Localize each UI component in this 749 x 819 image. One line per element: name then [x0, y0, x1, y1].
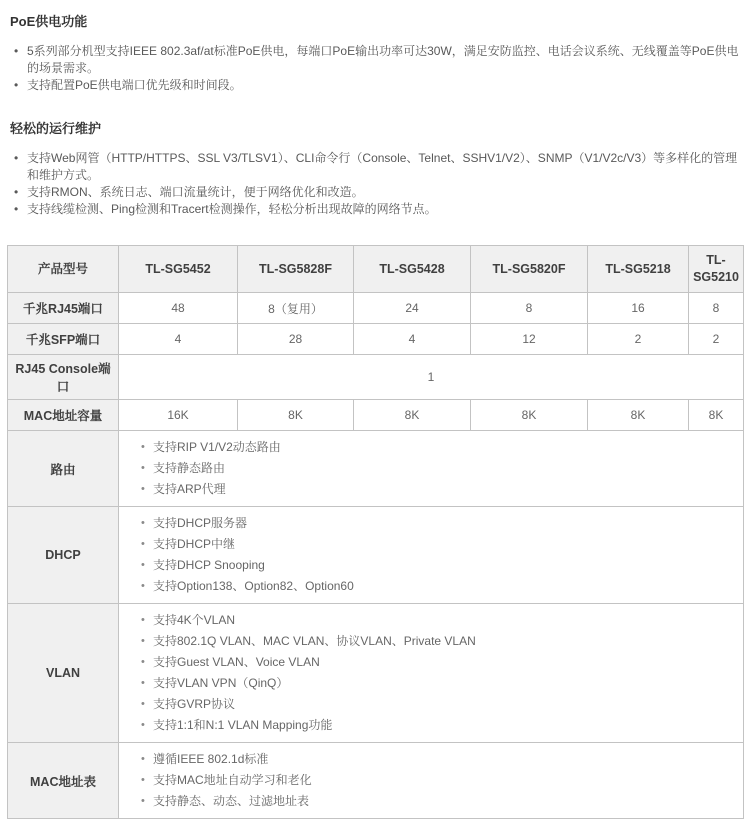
model-header: TL-SG5820F	[471, 246, 588, 293]
model-header: TL-SG5218	[588, 246, 689, 293]
model-header: TL-SG5428	[354, 246, 471, 293]
vlan-feature-list	[119, 610, 737, 736]
feature-bullet: • 5系列部分机型支持IEEE 802.3af/at标准PoE供电，每端口PoE输出功率可达30W，满足安防监控、电话会议系统、无线覆盖等PoE供电的场景需求。	[14, 43, 741, 77]
feature-bullet: • 支持4K个VLAN	[141, 610, 737, 631]
feature-bullet: • 支持DHCP Snooping	[141, 555, 737, 576]
feature-bullet: • 支持MAC地址自动学习和老化	[141, 770, 737, 791]
dhcp-feature-list	[119, 513, 737, 597]
table-row-mac-table	[8, 743, 744, 819]
spec-value: 8K	[588, 400, 689, 431]
table-header-row	[8, 246, 744, 293]
spec-value: 2	[588, 324, 689, 355]
row-label: 路由	[8, 431, 119, 507]
spec-value: 4	[119, 324, 238, 355]
feature-bullet: • 支持DHCP服务器	[141, 513, 737, 534]
feature-cell	[119, 604, 744, 743]
feature-bullet: • 支持GVRP协议	[141, 694, 737, 715]
spec-value: 24	[354, 293, 471, 324]
spec-value: 8K	[354, 400, 471, 431]
row-label: VLAN	[8, 604, 119, 743]
table-row-console-port	[8, 355, 744, 400]
spec-value: 8K	[238, 400, 354, 431]
spec-value: 8K	[471, 400, 588, 431]
row-label: 千兆RJ45端口	[8, 293, 119, 324]
maintenance-feature-list	[14, 150, 741, 218]
feature-bullet: • 支持Guest VLAN、Voice VLAN	[141, 652, 737, 673]
spec-value: 12	[471, 324, 588, 355]
spec-value: 16	[588, 293, 689, 324]
spec-value: 8	[689, 293, 744, 324]
feature-cell	[119, 507, 744, 604]
spec-value: 8（复用）	[238, 293, 354, 324]
feature-bullet: • 支持Option138、Option82、Option60	[141, 576, 737, 597]
section-heading-maintenance: 轻松的运行维护	[10, 121, 102, 136]
spec-value: 4	[354, 324, 471, 355]
spec-value: 8	[471, 293, 588, 324]
row-label: RJ45 Console端口	[8, 355, 119, 400]
mac-table-feature-list	[119, 749, 737, 812]
poe-feature-list	[14, 43, 741, 94]
page-content	[0, 0, 749, 218]
row-label: MAC地址表	[8, 743, 119, 819]
table-row-dhcp	[8, 507, 744, 604]
model-header: TL-SG5210	[689, 246, 744, 293]
table-row-mac-capacity	[8, 400, 744, 431]
product-model-label: 产品型号	[8, 246, 119, 293]
spec-value: 8K	[689, 400, 744, 431]
feature-bullet: • 遵循IEEE 802.1d标准	[141, 749, 737, 770]
section-heading-poe: PoE供电功能	[10, 14, 88, 29]
spec-value: 16K	[119, 400, 238, 431]
table-row-rj45-ports	[8, 293, 744, 324]
feature-cell	[119, 743, 744, 819]
feature-bullet: • 支持802.1Q VLAN、MAC VLAN、协议VLAN、Private VLAN	[141, 631, 737, 652]
feature-bullet: • 支持RIP V1/V2动态路由	[141, 437, 737, 458]
spec-value-merged: 1	[119, 355, 744, 400]
feature-bullet: • 支持DHCP中继	[141, 534, 737, 555]
spec-value: 48	[119, 293, 238, 324]
table-row-vlan	[8, 604, 744, 743]
table-row-routing	[8, 431, 744, 507]
feature-bullet: • 支持线缆检测、Ping检测和Tracert检测操作，轻松分析出现故障的网络节点。	[14, 201, 741, 218]
feature-bullet: • 支持配置PoE供电端口优先级和时间段。	[14, 77, 741, 94]
table-row-sfp-ports	[8, 324, 744, 355]
feature-bullet: • 支持ARP代理	[141, 479, 737, 500]
product-spec-table	[7, 245, 744, 819]
feature-bullet: • 支持静态路由	[141, 458, 737, 479]
spec-value: 28	[238, 324, 354, 355]
feature-bullet: • 支持Web网管（HTTP/HTTPS、SSL V3/TLSV1）、CLI命令行（Console、Telnet、SSHV1/V2）、SNMP（V1/V2c/V3）等多样化的管理和维护方式。	[14, 150, 741, 184]
row-label: DHCP	[8, 507, 119, 604]
routing-feature-list	[119, 437, 737, 500]
feature-cell	[119, 431, 744, 507]
feature-bullet: • 支持1:1和N:1 VLAN Mapping功能	[141, 715, 737, 736]
feature-bullet: • 支持VLAN VPN（QinQ）	[141, 673, 737, 694]
row-label: MAC地址容量	[8, 400, 119, 431]
row-label: 千兆SFP端口	[8, 324, 119, 355]
feature-bullet: • 支持静态、动态、过滤地址表	[141, 791, 737, 812]
model-header: TL-SG5452	[119, 246, 238, 293]
spec-value: 2	[689, 324, 744, 355]
model-header: TL-SG5828F	[238, 246, 354, 293]
feature-bullet: • 支持RMON、系统日志、端口流量统计，便于网络优化和改造。	[14, 184, 741, 201]
